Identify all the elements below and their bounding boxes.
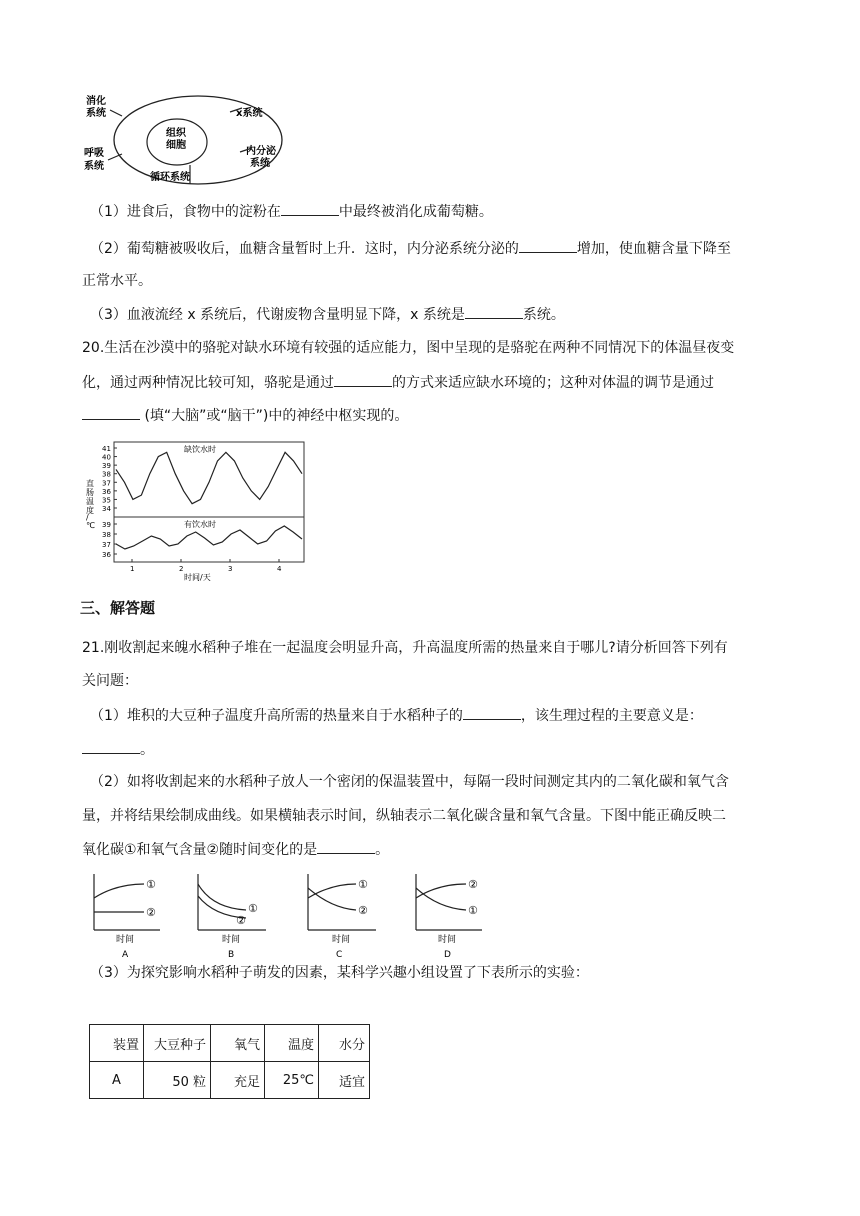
y-tick-label: 38 — [102, 470, 111, 479]
graph-b-xlabel: 时间 — [222, 935, 241, 945]
q19-part2: （2）葡萄糖被吸收后，血糖含量暂时上升．这时，内分泌系统分泌的 增加，使血糖含量下降至 — [90, 238, 731, 259]
q20-line3: (填“大脑”或“脑干”)中的神经中枢实现的。 — [82, 405, 408, 426]
q20-line1: 20.生活在沙漠中的骆驼对缺水环境有较强的适应能力，图中呈现的是骆驼在两种不同情况下的体温昼夜变 — [82, 340, 735, 356]
graph-a-letter: A — [122, 950, 129, 960]
answer-blank[interactable] — [317, 839, 375, 854]
y-tick-label: 37 — [102, 479, 111, 488]
graph-b-letter: B — [228, 950, 235, 960]
bottom-panel-title: 有饮水时 — [184, 520, 216, 529]
graph-c-xlabel: 时间 — [332, 935, 351, 945]
q21-line1: 21.刚收割起来魄水稻种子堆在一起温度会明显升高，升高温度所需的热量来自于哪儿?请分析回答下列有 — [82, 640, 728, 656]
answer-blank[interactable] — [465, 304, 523, 319]
y-tick-label: 39 — [102, 462, 111, 471]
label-respiratory-1: 呼吸 — [84, 148, 104, 159]
graph-c-label-2: ② — [358, 904, 368, 917]
table-header-row — [90, 1025, 370, 1062]
graph-a[interactable] — [94, 874, 160, 960]
table-cell: 适宜 — [319, 1062, 370, 1099]
q21-line2: 关问题： — [82, 673, 138, 689]
label-digestive-2: 系统 — [86, 108, 106, 119]
ylabel-6: ℃ — [86, 521, 95, 530]
series-line-top — [116, 452, 302, 503]
graph-d[interactable] — [416, 874, 482, 960]
x-tick-label: 3 — [228, 565, 233, 573]
answer-blank[interactable] — [82, 405, 140, 420]
graph-c-letter: C — [336, 950, 343, 960]
ylabel-1: 直 — [86, 479, 94, 488]
section-heading: 三、解答题 — [80, 599, 156, 617]
x-tick-label: 2 — [179, 565, 184, 573]
header-cell: 氧气 — [211, 1025, 265, 1062]
y-tick-label: 34 — [102, 505, 111, 513]
chart-frame — [114, 442, 304, 562]
q21-part2-line2: 量，并将结果绘制成曲线。如果横轴表示时间，纵轴表示二氧化碳含量和氧气含量。下图中能正确反映二 — [82, 808, 726, 824]
y-tick-label: 41 — [102, 445, 111, 453]
experiment-table — [89, 1024, 370, 1099]
x-axis-label: 时间/天 — [184, 573, 211, 582]
y-tick-label: 38 — [102, 531, 111, 539]
answer-blank[interactable] — [82, 739, 140, 754]
q21-part2-line3: 氧化碳①和氧气含量②随时间变化的是 。 — [82, 839, 389, 860]
header-cell: 温度 — [265, 1025, 319, 1062]
header-cell: 大豆种子 — [144, 1025, 211, 1062]
header-cell: 水分 — [319, 1025, 370, 1062]
label-endocrine-1: 内分泌 — [246, 146, 276, 157]
ylabel-3: 温 — [86, 497, 94, 506]
ylabel-2: 肠 — [86, 488, 94, 497]
table-cell: 50 粒 — [144, 1062, 211, 1099]
graph-a-label-1: ① — [146, 878, 156, 891]
graph-a-xlabel: 时间 — [116, 935, 135, 945]
center-label-1: 组织 — [166, 128, 186, 139]
q19-part2-cont: 正常水平。 — [82, 273, 152, 289]
graph-d-xlabel: 时间 — [438, 935, 457, 945]
q19-part3: （3）血液流经 x 系统后，代谢废物含量明显下降，x 系统是 系统。 — [90, 304, 565, 325]
q21-part2-line1: （2）如将收割起来的水稻种子放人一个密闭的保温装置中，每隔一段时间测定其内的二氧化碳和氧气含 — [90, 774, 729, 790]
graph-c-label-1: ① — [358, 878, 368, 891]
camel-temperature-chart — [84, 438, 310, 584]
body-systems-diagram — [80, 90, 300, 190]
y-tick-label: 40 — [102, 453, 111, 462]
label-respiratory-2: 系统 — [84, 161, 104, 172]
graph-d-label-2: ① — [468, 904, 478, 917]
label-endocrine-2: 系统 — [250, 158, 270, 169]
y-tick-label: 36 — [102, 551, 111, 559]
label-circulatory: 循环系统 — [150, 172, 190, 183]
table-cell: A — [90, 1062, 144, 1099]
answer-blank[interactable] — [519, 238, 577, 253]
graph-a-label-2: ② — [146, 906, 156, 919]
x-tick-label: 4 — [277, 565, 282, 573]
label-x-system: x系统 — [236, 108, 263, 119]
table-row — [90, 1062, 370, 1099]
q20-line2: 化，通过两种情况比较可知，骆驼是通过 的方式来适应缺水环境的；这种对体温的调节是通过 — [82, 372, 714, 393]
graph-d-label-1: ② — [468, 878, 478, 891]
x-tick-label: 1 — [130, 565, 135, 573]
series-line-bottom — [116, 526, 302, 549]
answer-blank[interactable] — [334, 372, 392, 387]
table-cell: 充足 — [211, 1062, 265, 1099]
q21-part3: （3）为探究影响水稻种子萌发的因素，某科学兴趣小组设置了下表所示的实验： — [90, 965, 589, 981]
answer-blank[interactable] — [281, 201, 339, 216]
graph-b-label-2: ② — [236, 914, 246, 927]
graph-options — [86, 868, 506, 960]
graph-b-label-1: ① — [248, 902, 258, 915]
y-tick-label: 36 — [102, 487, 111, 496]
answer-blank[interactable] — [463, 705, 521, 720]
top-panel-title: 缺饮水时 — [184, 445, 216, 454]
label-digestive-1: 消化 — [86, 96, 106, 107]
table-cell: 25℃ — [265, 1062, 319, 1099]
ylabel-5: / — [86, 513, 89, 522]
center-label-2: 细胞 — [166, 140, 186, 151]
q19-part1: （1）进食后，食物中的淀粉在 中最终被消化成葡萄糖。 — [90, 201, 493, 222]
q21-part1-cont: 。 — [82, 739, 154, 760]
y-tick-label: 37 — [102, 541, 111, 549]
graph-b[interactable] — [198, 874, 266, 960]
graph-d-letter: D — [444, 950, 451, 960]
y-tick-label: 35 — [102, 496, 111, 505]
header-cell: 装置 — [90, 1025, 144, 1062]
ylabel-4: 度 — [86, 506, 94, 515]
y-tick-label: 39 — [102, 521, 111, 529]
graph-c[interactable] — [308, 874, 376, 960]
q21-part1: （1）堆积的大豆种子温度升高所需的热量来自于水稻种子的 ，该生理过程的主要意义是： — [90, 705, 703, 726]
